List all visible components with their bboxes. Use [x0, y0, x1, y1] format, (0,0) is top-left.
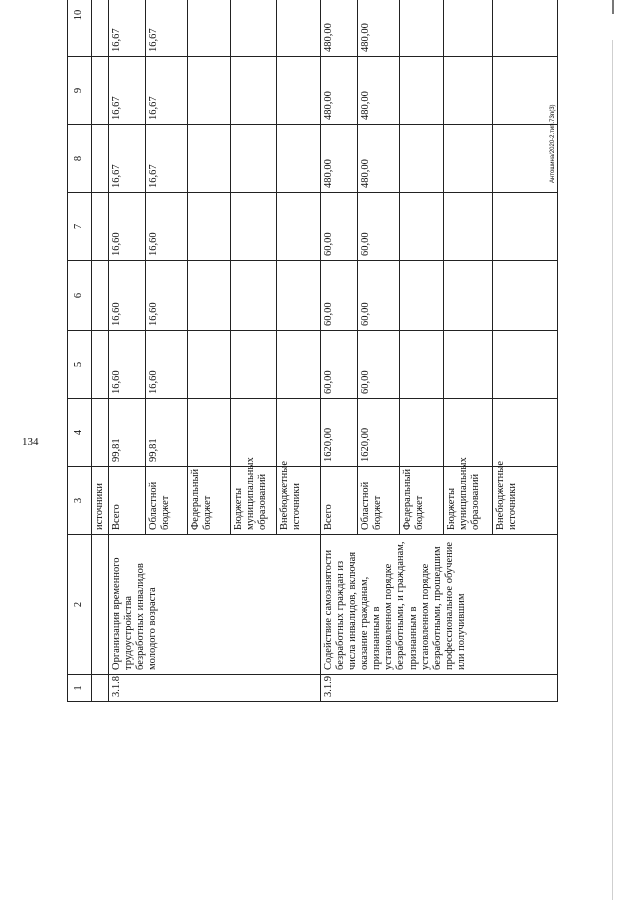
table-cell [92, 261, 109, 331]
funding-source-cell: Областной бюджет [146, 467, 188, 535]
value-cell: 16,67 [146, 57, 188, 125]
value-cell [277, 193, 321, 261]
value-cell: 480,00 [358, 0, 400, 57]
value-cell: 480,00 [358, 57, 400, 125]
value-cell [277, 0, 321, 57]
value-cell [444, 125, 493, 193]
value-cell: 16,60 [146, 261, 188, 331]
value-cell [231, 261, 277, 331]
value-cell: 99,81 [109, 399, 146, 467]
table-cell [92, 399, 109, 467]
funding-source-cell: Областной бюджет [358, 467, 400, 535]
value-cell [444, 193, 493, 261]
value-cell: 1620,00 [321, 399, 358, 467]
value-cell: 60,00 [321, 193, 358, 261]
page-number: 134 [22, 436, 39, 448]
value-cell [277, 331, 321, 399]
value-cell [277, 399, 321, 467]
header-cell: 10 [68, 0, 92, 57]
value-cell [231, 331, 277, 399]
value-cell [231, 125, 277, 193]
value-cell [493, 0, 558, 57]
funding-source-cell: Бюджеты муниципальных образований [231, 467, 277, 535]
header-cell: 8 [68, 125, 92, 193]
value-cell: 16,67 [109, 125, 146, 193]
value-cell: 480,00 [358, 125, 400, 193]
table-cell [92, 0, 109, 57]
table-cell [92, 57, 109, 125]
value-cell: 480,00 [321, 0, 358, 57]
value-cell [444, 0, 493, 57]
row-name-cell: Организация временного трудоустройства безработных инвалидов молодого возраста [109, 535, 321, 675]
table-cell [92, 193, 109, 261]
value-cell: 99,81 [146, 399, 188, 467]
value-cell: 16,60 [109, 331, 146, 399]
funding-source-cell: Всего [321, 467, 358, 535]
value-cell: 480,00 [321, 125, 358, 193]
funding-source-cell: Федеральный бюджет [188, 467, 231, 535]
row-name-cell: Содействие самозанятости безработных граждан из числа инвалидов, включая оказание гражданам, признанным в установленном порядке безработными, и гражданам, признанным в установленном порядке безработными, прошедшим профессиональное обучение или получившим [321, 535, 558, 675]
value-cell [493, 331, 558, 399]
value-cell: 60,00 [321, 261, 358, 331]
value-cell: 16,60 [146, 331, 188, 399]
value-cell [231, 57, 277, 125]
value-cell [400, 193, 444, 261]
value-cell [231, 193, 277, 261]
value-cell: 16,60 [146, 193, 188, 261]
value-cell: 16,67 [146, 0, 188, 57]
value-cell [493, 193, 558, 261]
value-cell [444, 331, 493, 399]
value-cell: 16,60 [109, 261, 146, 331]
value-cell [277, 125, 321, 193]
value-cell [493, 399, 558, 467]
funding-source-cell: Бюджеты муниципальных образований [444, 467, 493, 535]
margin-line [612, 40, 613, 900]
table-cell [92, 125, 109, 193]
program-table [67, 0, 558, 702]
table-cell: источники [92, 467, 109, 535]
value-cell [188, 125, 231, 193]
header-row [68, 0, 92, 702]
value-cell [188, 261, 231, 331]
value-cell: 60,00 [321, 331, 358, 399]
value-cell [400, 399, 444, 467]
value-cell [444, 57, 493, 125]
value-cell [188, 193, 231, 261]
value-cell: 60,00 [358, 193, 400, 261]
value-cell [231, 0, 277, 57]
table-row [321, 0, 358, 702]
value-cell [400, 57, 444, 125]
table-cell [92, 675, 109, 702]
header-cell: 3 [68, 467, 92, 535]
value-cell [188, 331, 231, 399]
value-cell [277, 261, 321, 331]
margin-mark [612, 0, 614, 14]
header-cell: 2 [68, 535, 92, 675]
value-cell [400, 261, 444, 331]
value-cell [188, 399, 231, 467]
header-cell: 9 [68, 57, 92, 125]
value-cell: 480,00 [321, 57, 358, 125]
table-cell [92, 535, 109, 675]
value-cell [400, 125, 444, 193]
header-cell: 4 [68, 399, 92, 467]
value-cell [188, 57, 231, 125]
carryover-row [92, 0, 109, 702]
value-cell [444, 261, 493, 331]
value-cell [493, 261, 558, 331]
value-cell: 16,67 [146, 125, 188, 193]
value-cell [277, 57, 321, 125]
funding-source-cell: Внебюджетные источники [493, 467, 558, 535]
value-cell: 60,00 [358, 261, 400, 331]
value-cell: 1620,00 [358, 399, 400, 467]
table-row [109, 0, 146, 702]
stamp-text: Антошина/2020-2.тип.73n(3) [550, 104, 556, 183]
value-cell: 60,00 [358, 331, 400, 399]
funding-source-cell: Федеральный бюджет [400, 467, 444, 535]
header-cell: 6 [68, 261, 92, 331]
funding-source-cell: Всего [109, 467, 146, 535]
value-cell [400, 0, 444, 57]
header-cell: 7 [68, 193, 92, 261]
funding-source-cell: Внебюджетные источники [277, 467, 321, 535]
value-cell: 16,67 [109, 0, 146, 57]
header-cell: 1 [68, 675, 92, 702]
value-cell: 16,67 [109, 57, 146, 125]
value-cell [400, 331, 444, 399]
row-code-cell: 3.1.9 [321, 675, 558, 702]
table-cell [92, 331, 109, 399]
value-cell [188, 0, 231, 57]
value-cell: 16,60 [109, 193, 146, 261]
document-stamp [548, 73, 558, 183]
row-code-cell: 3.1.8 [109, 675, 321, 702]
header-cell: 5 [68, 331, 92, 399]
